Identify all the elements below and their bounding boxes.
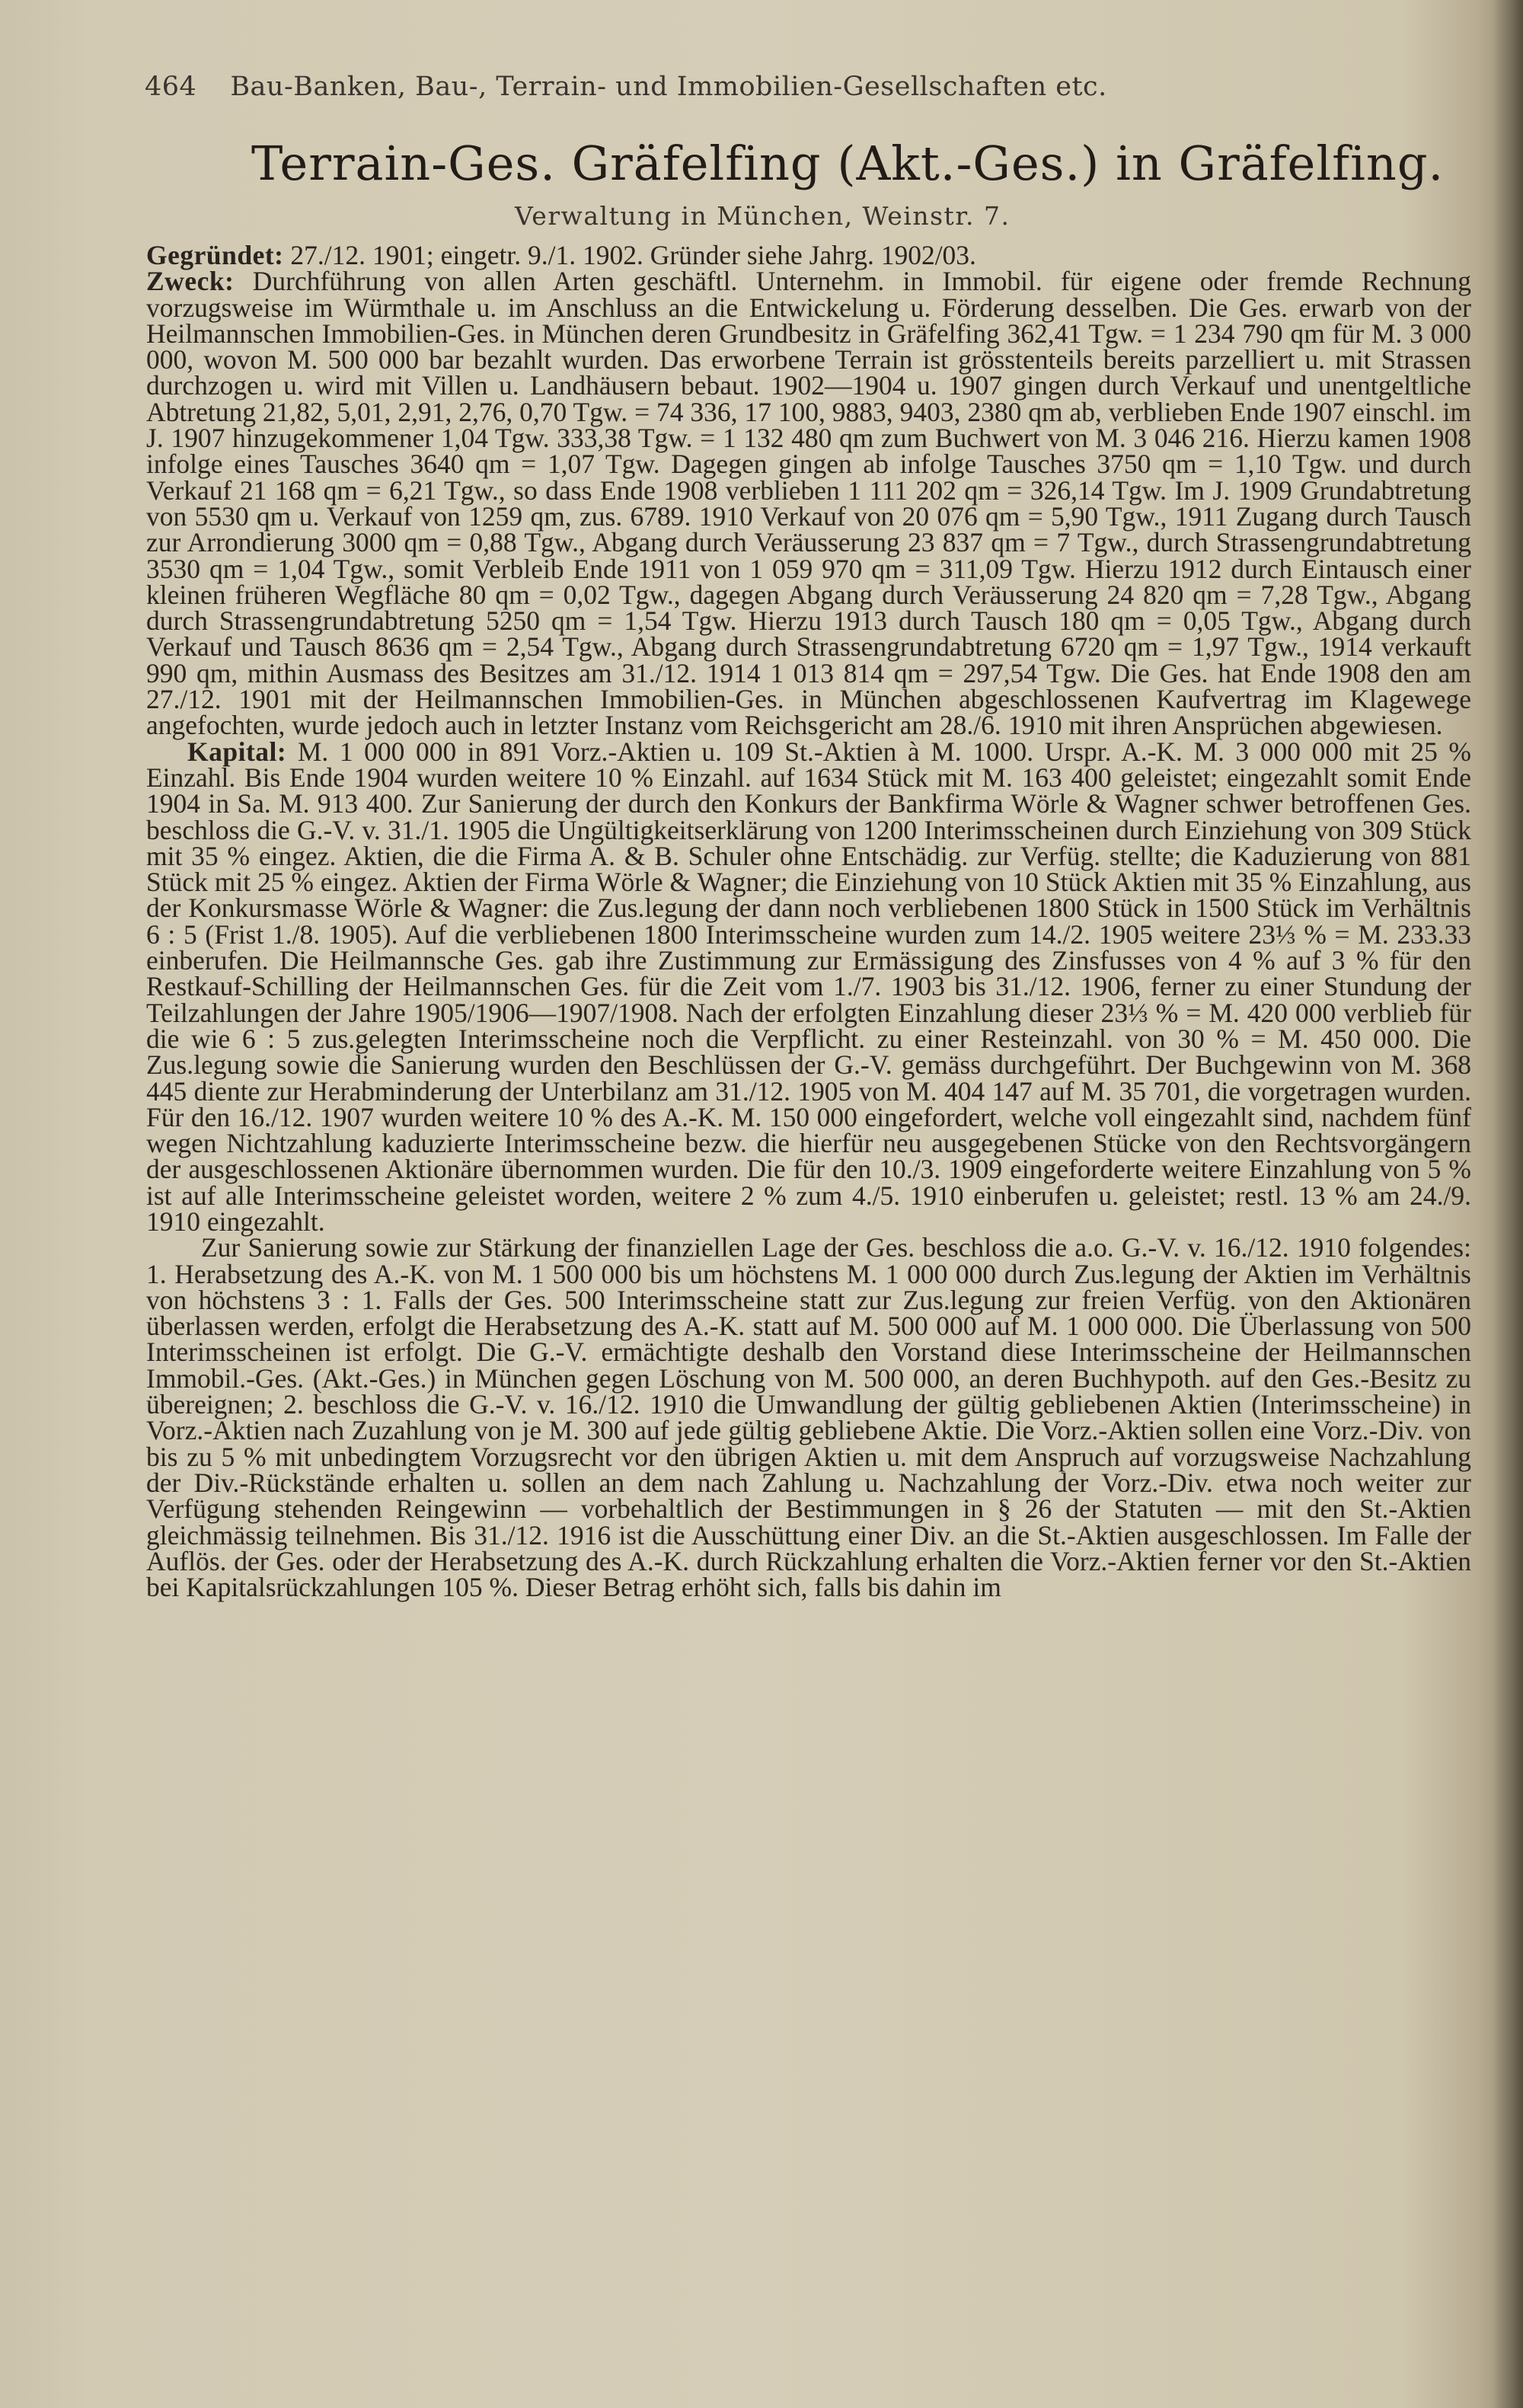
sanierung-paragraph: Zur Sanierung sowie zur Stärkung der finanziellen Lage der Ges. beschloss die a.o. G.-V. v. 16./12. 1910 folgendes: 1. Herabsetzung des A.-K. von M. 1 500 000 bis um höchstens M. 1 000 000 durch Zus.legung der Aktien im Verhältnis von höchstens 3 : 1. Falls der Ges. 500 Interimsscheine statt zur Zus.legung zur freien Verfüg. von den Aktionären überlassen werden, erfolgt die Herabsetzung des A.-K. statt auf M. 500 000 auf M. 1 000 000. Die Überlassung von 500 Interimsscheinen ist erfolgt. Die G.-V. ermächtigte deshalb den Vorstand diese Interimsscheine der Heilmannschen Immobil.-Ges. (Akt.-Ges.) in München gegen Löschung von M. 500 000, an deren Buchhypoth. auf den Ges.-Besitz zu übereignen; 2. beschloss die G.-V. v. 16./12. 1910 die Umwandlung der gültig gebliebenen Aktien (Interimsscheine) in Vorz.-Aktien nach Zuzahlung von je M. 300 auf jede gültig gebliebene Aktie. Die Vorz.-Aktien sollen eine Vorz.-Div. von bis zu 5 % mit unbedingtem Vorzugsrecht vor den übrigen Aktien u. mit dem Anspruch auf vorzugsweise Nachzahlung der Div.-Rückstände erhalten u. sollen an dem nach Zahlung u. Nachzahlung der Vorz.-Div. etwa noch weiter zur Verfügung stehenden Reingewinn — vorbehaltlich der Bestimmungen in § 26 der Statuten — mit den St.-Aktien gleichmässig teilnehmen. Bis 31./12. 1916 ist die Ausschüttung einer Div. an die St.-Aktien ausgeschlossen. Im Falle der Auflös. der Ges. oder der Herabsetzung des A.-K. durch Rückzahlung erhalten die Vorz.-Aktien ferner vor den St.-Aktien bei Kapitalsrückzahlungen 105 %. Dieser Betrag erhöht sich, falls bis dahin im — [146, 1232, 1471, 1603]
purpose-text: Durchführung von allen Arten geschäftl. Unternehm. in Immobil. für eigene oder fremde Rechnung vorzugsweise im Würmthale u. im Anschluss an die Entwickelung u. Förderung desselben. Die Ges. erwarb von der Heilmannschen Immobilien-Ges. in München deren Grundbesitz in Gräfelfing 362,41 Tgw. = 1 234 790 qm für M. 3 000 000, wovon M. 500 000 bar bezahlt wurden. Das erworbene Terrain ist grösstenteils bereits parzelliert u. mit Strassen durchzogen u. wird mit Villen u. Landhäusern bebaut. 1902—1904 u. 1907 gingen durch Verkauf und unentgeltliche Abtretung 21,82, 5,01, 2,91, 2,76, 0,70 Tgw. = 74 336, 17 100, 9883, 9403, 2380 qm ab, verblieben Ende 1907 einschl. im J. 1907 hinzugekommener 1,04 Tgw. 333,38 Tgw. = 1 132 480 qm zum Buchwert von M. 3 046 216. Hierzu kamen 1908 infolge eines Tausches 3640 qm = 1,07 Tgw. Dagegen gingen ab infolge Tausches 3750 qm = 1,10 Tgw. und durch Verkauf 21 168 qm = 6,21 Tgw., so dass Ende 1908 verblieben 1 111 202 qm = 326,14 Tgw. Im J. 1909 Grundabtretung von 5530 qm u. Verkauf von 1259 qm, zus. 6789. 1910 Verkauf von 20 076 qm = 5,90 Tgw., 1911 Zugang durch Tausch zur Arrondierung 3000 qm = 0,88 Tgw., Abgang durch Veräusserung 23 837 qm = 7 Tgw., durch Strassengrundabtretung 3530 qm = 1,04 Tgw., somit Verbleib Ende 1911 von 1 059 970 qm = 311,09 Tgw. Hierzu 1912 durch Eintausch einer kleinen früheren Wegfläche 80 qm = 0,02 Tgw., dagegen Abgang durch Veräusserung 24 820 qm = 7,28 Tgw., Abgang durch Strassengrundabtretung 5250 qm = 1,54 Tgw. Hierzu 1913 durch Tausch 180 qm = 0,05 Tgw., Abgang durch Verkauf und Tausch 8636 qm = 2,54 Tgw., Abgang durch Strassengrundabtretung 6720 qm = 1,97 Tgw., 1914 verkauft 990 qm, mithin Ausmass des Besitzes am 31./12. 1914 1 013 814 qm = 297,54 Tgw. Die Ges. hat Ende 1908 den am 27./12. 1901 mit der Heilmannschen Immobilien-Ges. in München abgeschlossenen Kaufvertrag im Klagewege angefochten, wurde jedoch auch in letzter Instanz vom Reichsgericht am 28./6. 1910 mit ihren Ansprüchen abgewiesen. — [146, 266, 1471, 741]
purpose-paragraph — [146, 266, 1471, 741]
capital-paragraph — [146, 736, 1471, 1237]
founded-label: Gegründet: — [146, 240, 284, 270]
running-title: Bau-Banken, Bau-, Terrain- und Immobilien-Gesellschaften etc. — [230, 72, 1107, 102]
purpose-label: Zweck: — [146, 266, 235, 297]
entry-title: Terrain-Ges. Gräfelfing (Akt.-Ges.) in Gräfelfing. — [251, 136, 1445, 191]
entry-subtitle: Verwaltung in München, Weinstr. 7. — [515, 201, 1011, 231]
capital-label: Kapital: — [187, 736, 287, 767]
page-number: 464 — [145, 72, 197, 102]
founded-text: 27./12. 1901; eingetr. 9./1. 1902. Gründer siehe Jahrg. 1902/03. — [290, 240, 976, 270]
founded-paragraph — [146, 242, 1471, 268]
running-header — [145, 72, 1287, 102]
entry-body — [146, 240, 1471, 1603]
capital-text: M. 1 000 000 in 891 Vorz.-Aktien u. 109 St.-Aktien à M. 1000. Urspr. A.-K. M. 3 000 000 mit 25 % Einzahl. Bis Ende 1904 wurden weitere 10 % Einzahl. auf 1634 Stück mit M. 163 400 geleistet; eingezahlt somit Ende 1904 in Sa. M. 913 400. Zur Sanierung der durch den Konkurs der Bankfirma Wörle & Wagner schwer betroffenen Ges. beschloss die G.-V. v. 31./1. 1905 die Ungültigkeitserklärung von 1200 Interimsscheinen durch Einziehung von 309 Stück mit 35 % eingez. Aktien, die die Firma A. & B. Schuler ohne Entschädig. zur Verfüg. stellte; die Kaduzierung von 881 Stück mit 25 % eingez. Aktien der Firma Wörle & Wagner; die Einziehung von 10 Stück Aktien mit 35 % Einzahlung, aus der Konkursmasse Wörle & Wagner: die Zus.legung der dann noch verbliebenen 1800 Stück in 1500 Stück im Verhältnis 6 : 5 (Frist 1./8. 1905). Auf die verbliebenen 1800 Interimsscheine wurden zum 14./2. 1905 weitere 23⅓ % = M. 233.33 einberufen. Die Heilmannsche Ges. gab ihre Zustimmung zur Ermässigung des Zinsfusses von 4 % auf 3 % für den Restkauf-Schilling der Heilmannschen Ges. für die Zeit vom 1./7. 1903 bis 31./12. 1906, ferner zu einer Stundung der Teilzahlungen der Jahre 1905/1906—1907/1908. Nach der erfolgten Einzahlung dieser 23⅓ % = M. 420 000 verblieb für die wie 6 : 5 zus.gelegten Interimsscheine noch die Verpflicht. zu einer Resteinzahl. von 30 % = M. 450 000. Die Zus.legung sowie die Sanierung wurden den Beschlüssen der G.-V. gemäss durchgeführt. Der Buchgewinn von M. 368 445 diente zur Herabminderung der Unterbilanz am 31./12. 1905 von M. 404 147 auf M. 35 701, die vorgetragen wurden. Für den 16./12. 1907 wurden weitere 10 % des A.-K. M. 150 000 eingefordert, welche voll eingezahlt sind, nachdem fünf wegen Nichtzahlung kaduzierte Interimsscheine bezw. die hierfür neu ausgegebenen Stücke von den Rechtsvorgängern der ausgeschlossenen Aktionäre übernommen wurden. Die für den 10./3. 1909 eingeforderte weitere Einzahlung von 5 % ist auf alle Interimsscheine geleistet worden, weitere 2 % zum 4./5. 1910 einberufen u. geleistet; restl. 13 % am 24./9. 1910 eingezahlt. — [146, 736, 1471, 1237]
page-edge-shadow — [1493, 0, 1523, 2408]
